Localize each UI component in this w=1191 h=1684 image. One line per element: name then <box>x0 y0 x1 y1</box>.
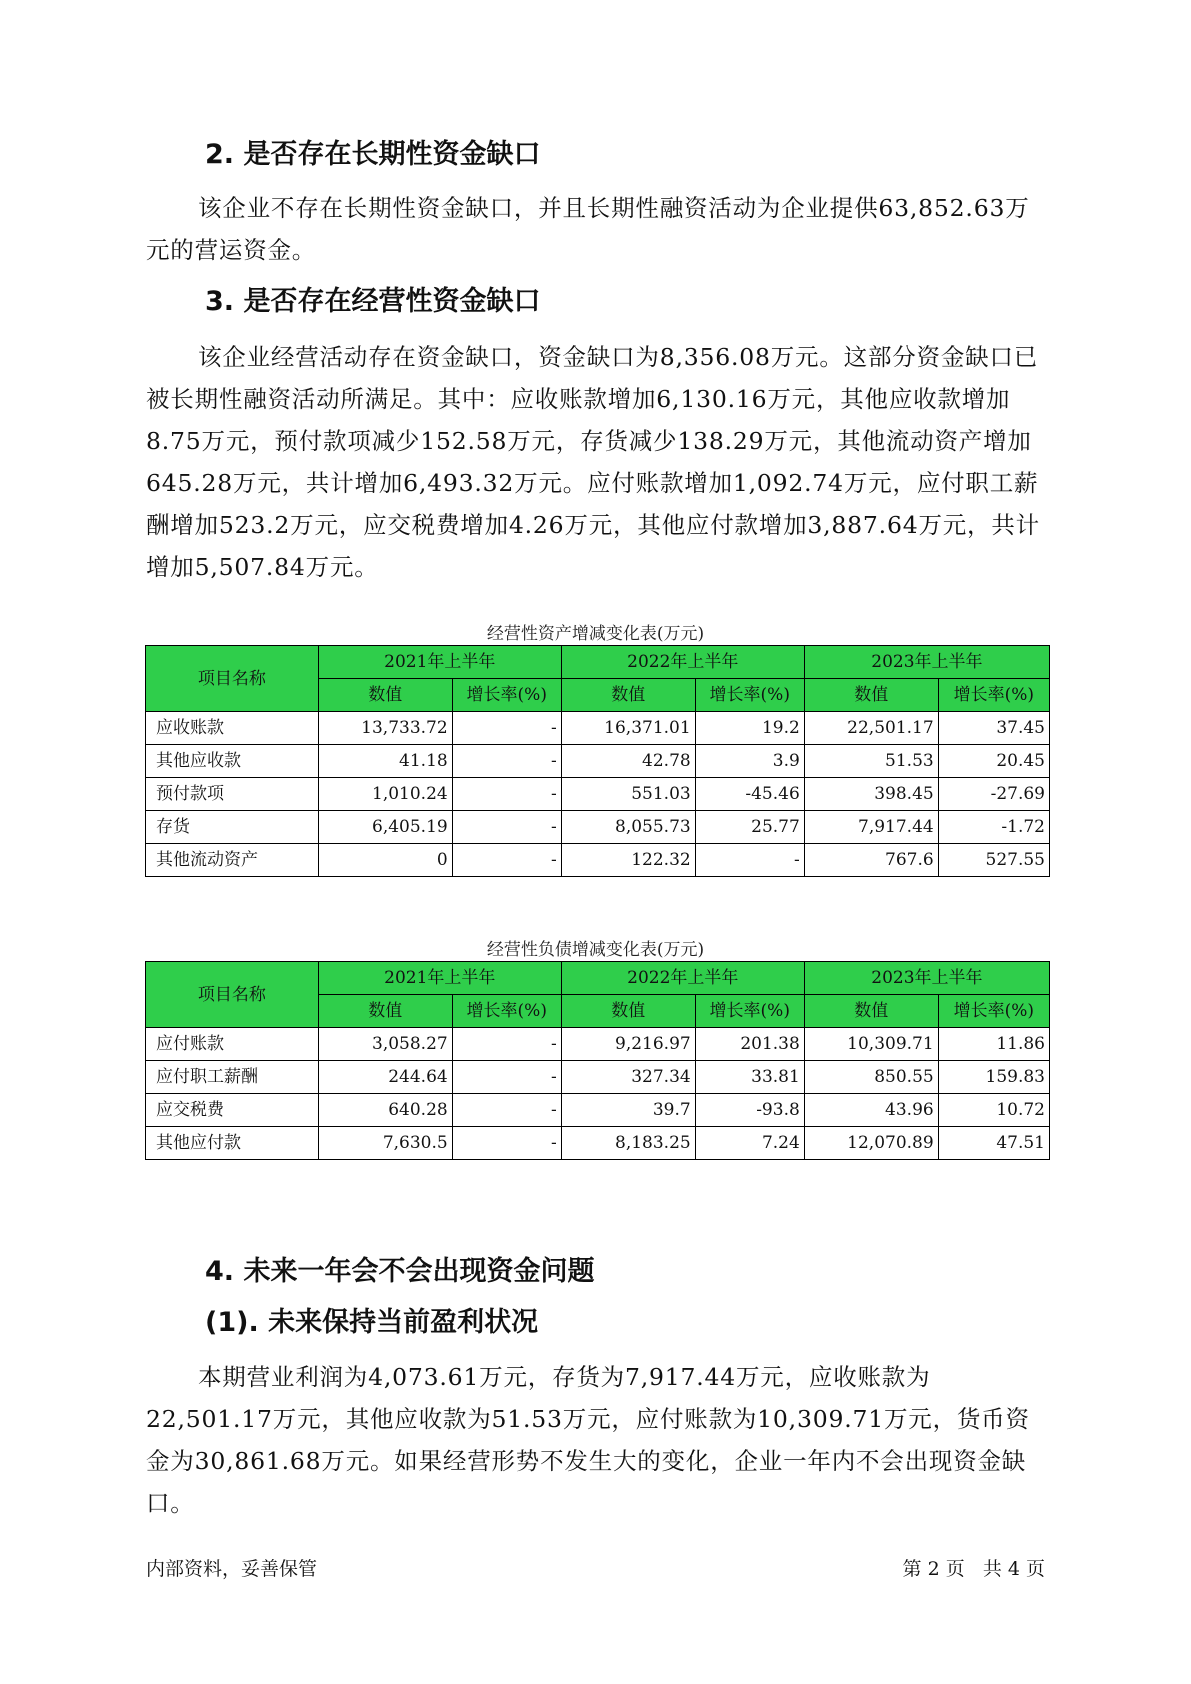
row-name: 应付账款 <box>146 1028 319 1061</box>
liabilities-table-caption: 经营性负债增减变化表(万元) <box>486 940 705 960</box>
cell-rate: 527.55 <box>938 844 1049 877</box>
cell-rate: - <box>452 1094 561 1127</box>
cell-value: 9,216.97 <box>561 1028 695 1061</box>
table-row <box>146 778 1050 811</box>
header-value: 数值 <box>804 995 938 1028</box>
assets-table-caption: 经营性资产增减变化表(万元) <box>486 624 705 644</box>
header-value: 数值 <box>318 679 452 712</box>
row-name: 应收账款 <box>146 712 319 745</box>
header-period: 2022年上半年 <box>561 646 804 679</box>
header-growth-rate: 增长率(%) <box>938 995 1049 1028</box>
cell-value: 640.28 <box>318 1094 452 1127</box>
cell-value: 16,371.01 <box>561 712 695 745</box>
header-growth-rate: 增长率(%) <box>695 995 804 1028</box>
cell-rate: - <box>452 745 561 778</box>
cell-rate: 10.72 <box>938 1094 1049 1127</box>
header-period: 2022年上半年 <box>561 962 804 995</box>
header-item-name: 项目名称 <box>146 646 319 712</box>
row-name: 其他应付款 <box>146 1127 319 1160</box>
cell-rate: -27.69 <box>938 778 1049 811</box>
cell-value: 39.7 <box>561 1094 695 1127</box>
cell-value: 8,055.73 <box>561 811 695 844</box>
table-row <box>146 1094 1050 1127</box>
header-value: 数值 <box>804 679 938 712</box>
cell-value: 767.6 <box>804 844 938 877</box>
cell-value: 43.96 <box>804 1094 938 1127</box>
cell-rate: - <box>452 1127 561 1160</box>
assets-table <box>145 645 1050 877</box>
cell-value: 7,630.5 <box>318 1127 452 1160</box>
section-3-heading: 3. 是否存在经营性资金缺口 <box>205 286 541 317</box>
cell-rate: -1.72 <box>938 811 1049 844</box>
cell-value: 8,183.25 <box>561 1127 695 1160</box>
header-period: 2021年上半年 <box>318 962 561 995</box>
cell-rate: 7.24 <box>695 1127 804 1160</box>
cell-value: 42.78 <box>561 745 695 778</box>
cell-value: 327.34 <box>561 1061 695 1094</box>
section-4-subheading: (1). 未来保持当前盈利状况 <box>205 1307 539 1338</box>
cell-rate: - <box>452 712 561 745</box>
cell-value: 398.45 <box>804 778 938 811</box>
header-period: 2023年上半年 <box>804 646 1049 679</box>
row-name: 其他应收款 <box>146 745 319 778</box>
cell-rate: 33.81 <box>695 1061 804 1094</box>
cell-value: 12,070.89 <box>804 1127 938 1160</box>
cell-rate: 3.9 <box>695 745 804 778</box>
cell-value: 6,405.19 <box>318 811 452 844</box>
table-row <box>146 745 1050 778</box>
cell-rate: - <box>695 844 804 877</box>
section-4-heading: 4. 未来一年会不会出现资金问题 <box>205 1256 595 1287</box>
header-value: 数值 <box>561 679 695 712</box>
header-period: 2021年上半年 <box>318 646 561 679</box>
cell-value: 3,058.27 <box>318 1028 452 1061</box>
cell-value: 244.64 <box>318 1061 452 1094</box>
section-2-heading: 2. 是否存在长期性资金缺口 <box>205 139 541 170</box>
page-number: 第 2 页 共 4 页 <box>902 1558 1045 1580</box>
cell-value: 13,733.72 <box>318 712 452 745</box>
header-period: 2023年上半年 <box>804 962 1049 995</box>
header-growth-rate: 增长率(%) <box>695 679 804 712</box>
section-3-paragraph: 该企业经营活动存在资金缺口，资金缺口为8,356.08万元。这部分资金缺口已被长期性融资活动所满足。其中：应收账款增加6,130.16万元，其他应收款增加8.75万元，预付款项减少152.58万元，存货减少138.29万元，其他流动资产增加645.28万元，共计增加6,493.32万元。应付账款增加1,092.74万元，应付职工薪酬增加523.2万元，应交税费增加4.26万元，其他应付款增加3,887.64万元，共计增加5,507.84万元。 <box>146 343 1040 581</box>
table-row <box>146 811 1050 844</box>
cell-rate: 25.77 <box>695 811 804 844</box>
cell-rate: 11.86 <box>938 1028 1049 1061</box>
cell-rate: - <box>452 1028 561 1061</box>
cell-value: 850.55 <box>804 1061 938 1094</box>
cell-value: 10,309.71 <box>804 1028 938 1061</box>
table-row <box>146 1028 1050 1061</box>
cell-value: 41.18 <box>318 745 452 778</box>
cell-rate: 19.2 <box>695 712 804 745</box>
row-name: 应付职工薪酬 <box>146 1061 319 1094</box>
row-name: 应交税费 <box>146 1094 319 1127</box>
section-2-paragraph: 该企业不存在长期性资金缺口，并且长期性融资活动为企业提供63,852.63万元的营运资金。 <box>146 194 1030 264</box>
header-growth-rate: 增长率(%) <box>938 679 1049 712</box>
cell-rate: 47.51 <box>938 1127 1049 1160</box>
cell-rate: 20.45 <box>938 745 1049 778</box>
cell-rate: 37.45 <box>938 712 1049 745</box>
table-row <box>146 1061 1050 1094</box>
table-row <box>146 1127 1050 1160</box>
header-growth-rate: 增长率(%) <box>452 995 561 1028</box>
cell-rate: - <box>452 778 561 811</box>
section-4-paragraph: 本期营业利润为4,073.61万元，存货为7,917.44万元，应收账款为22,501.17万元，其他应收款为51.53万元，应付账款为10,309.71万元，货币资金为30,861.68万元。如果经营形势不发生大的变化，企业一年内不会出现资金缺口。 <box>146 1363 1030 1517</box>
row-name: 预付款项 <box>146 778 319 811</box>
header-item-name: 项目名称 <box>146 962 319 1028</box>
row-name: 存货 <box>146 811 319 844</box>
cell-rate: 159.83 <box>938 1061 1049 1094</box>
cell-value: 122.32 <box>561 844 695 877</box>
cell-rate: - <box>452 811 561 844</box>
cell-value: 22,501.17 <box>804 712 938 745</box>
cell-value: 51.53 <box>804 745 938 778</box>
cell-value: 1,010.24 <box>318 778 452 811</box>
cell-rate: 201.38 <box>695 1028 804 1061</box>
cell-value: 551.03 <box>561 778 695 811</box>
table-row <box>146 844 1050 877</box>
cell-rate: -45.46 <box>695 778 804 811</box>
cell-rate: - <box>452 1061 561 1094</box>
cell-value: 0 <box>318 844 452 877</box>
cell-rate: -93.8 <box>695 1094 804 1127</box>
footer-note: 内部资料，妥善保管 <box>146 1558 318 1580</box>
cell-value: 7,917.44 <box>804 811 938 844</box>
header-value: 数值 <box>561 995 695 1028</box>
row-name: 其他流动资产 <box>146 844 319 877</box>
table-row <box>146 712 1050 745</box>
cell-rate: - <box>452 844 561 877</box>
liabilities-table <box>145 961 1050 1160</box>
header-growth-rate: 增长率(%) <box>452 679 561 712</box>
header-value: 数值 <box>318 995 452 1028</box>
